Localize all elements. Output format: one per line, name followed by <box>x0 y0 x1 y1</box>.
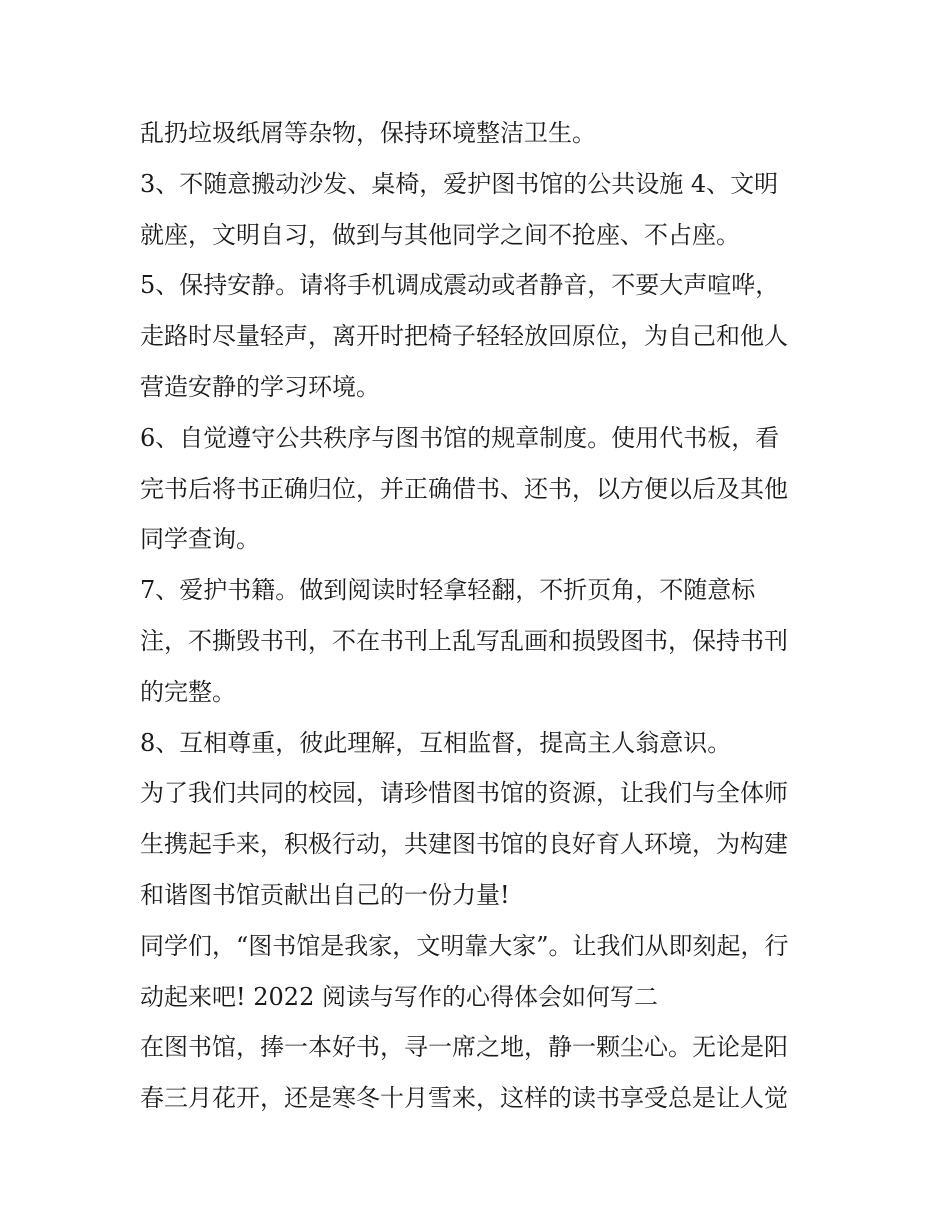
text-line: 的完整。 <box>140 677 236 706</box>
text-line: 同学们，“图书馆是我家，文明靠大家”。让我们从即刻起，行 <box>140 931 789 960</box>
text-line: 营造安静的学习环境。 <box>140 372 380 401</box>
text-line: 注，不撕毁书刊，不在书刊上乱写乱画和损毁图书，保持书刊 <box>140 626 788 655</box>
text-line: 8、互相尊重，彼此理解，互相监督，提高主人翁意识。 <box>140 728 732 757</box>
text-line: 走路时尽量轻声，离开时把椅子轻轻放回原位，为自己和他人 <box>140 322 788 351</box>
text-line: 6、自觉遵守公共秩序与图书馆的规章制度。使用代书板，看 <box>140 423 780 452</box>
text-line: 生携起手来，积极行动，共建图书馆的良好育人环境，为构建 <box>140 830 788 859</box>
text-line: 7、爱护书籍。做到阅读时轻拿轻翻，不折页角，不随意标 <box>140 576 756 605</box>
text-line: 春三月花开，还是寒冬十月雪来，这样的读书享受总是让人觉 <box>140 1084 788 1113</box>
text-line: 为了我们共同的校园，请珍惜图书馆的资源，让我们与全体师 <box>140 779 788 808</box>
text-line: 就座，文明自习，做到与其他同学之间不抢座、不占座。 <box>140 220 740 249</box>
text-line: 和谐图书馆贡献出自己的一份力量! <box>140 880 510 909</box>
text-line: 完书后将书正确归位，并正确借书、还书，以方便以后及其他 <box>140 474 788 503</box>
document-body <box>140 108 820 1124</box>
text-line: 乱扔垃圾纸屑等杂物，保持环境整洁卫生。 <box>140 119 596 147</box>
text-line: 5、保持安静。请将手机调成震动或者静音，不要大声喧哗， <box>140 271 780 300</box>
text-line: 3、不随意搬动沙发、桌椅，爱护图书馆的公共设施 4、文明 <box>140 169 779 198</box>
text-line: 同学查询。 <box>140 525 260 554</box>
text-line: 在图书馆，捧一本好书，寻一席之地，静一颗尘心。无论是阳 <box>140 1033 788 1062</box>
text-line: 动起来吧! 2022 阅读与写作的心得体会如何写二 <box>140 982 658 1011</box>
